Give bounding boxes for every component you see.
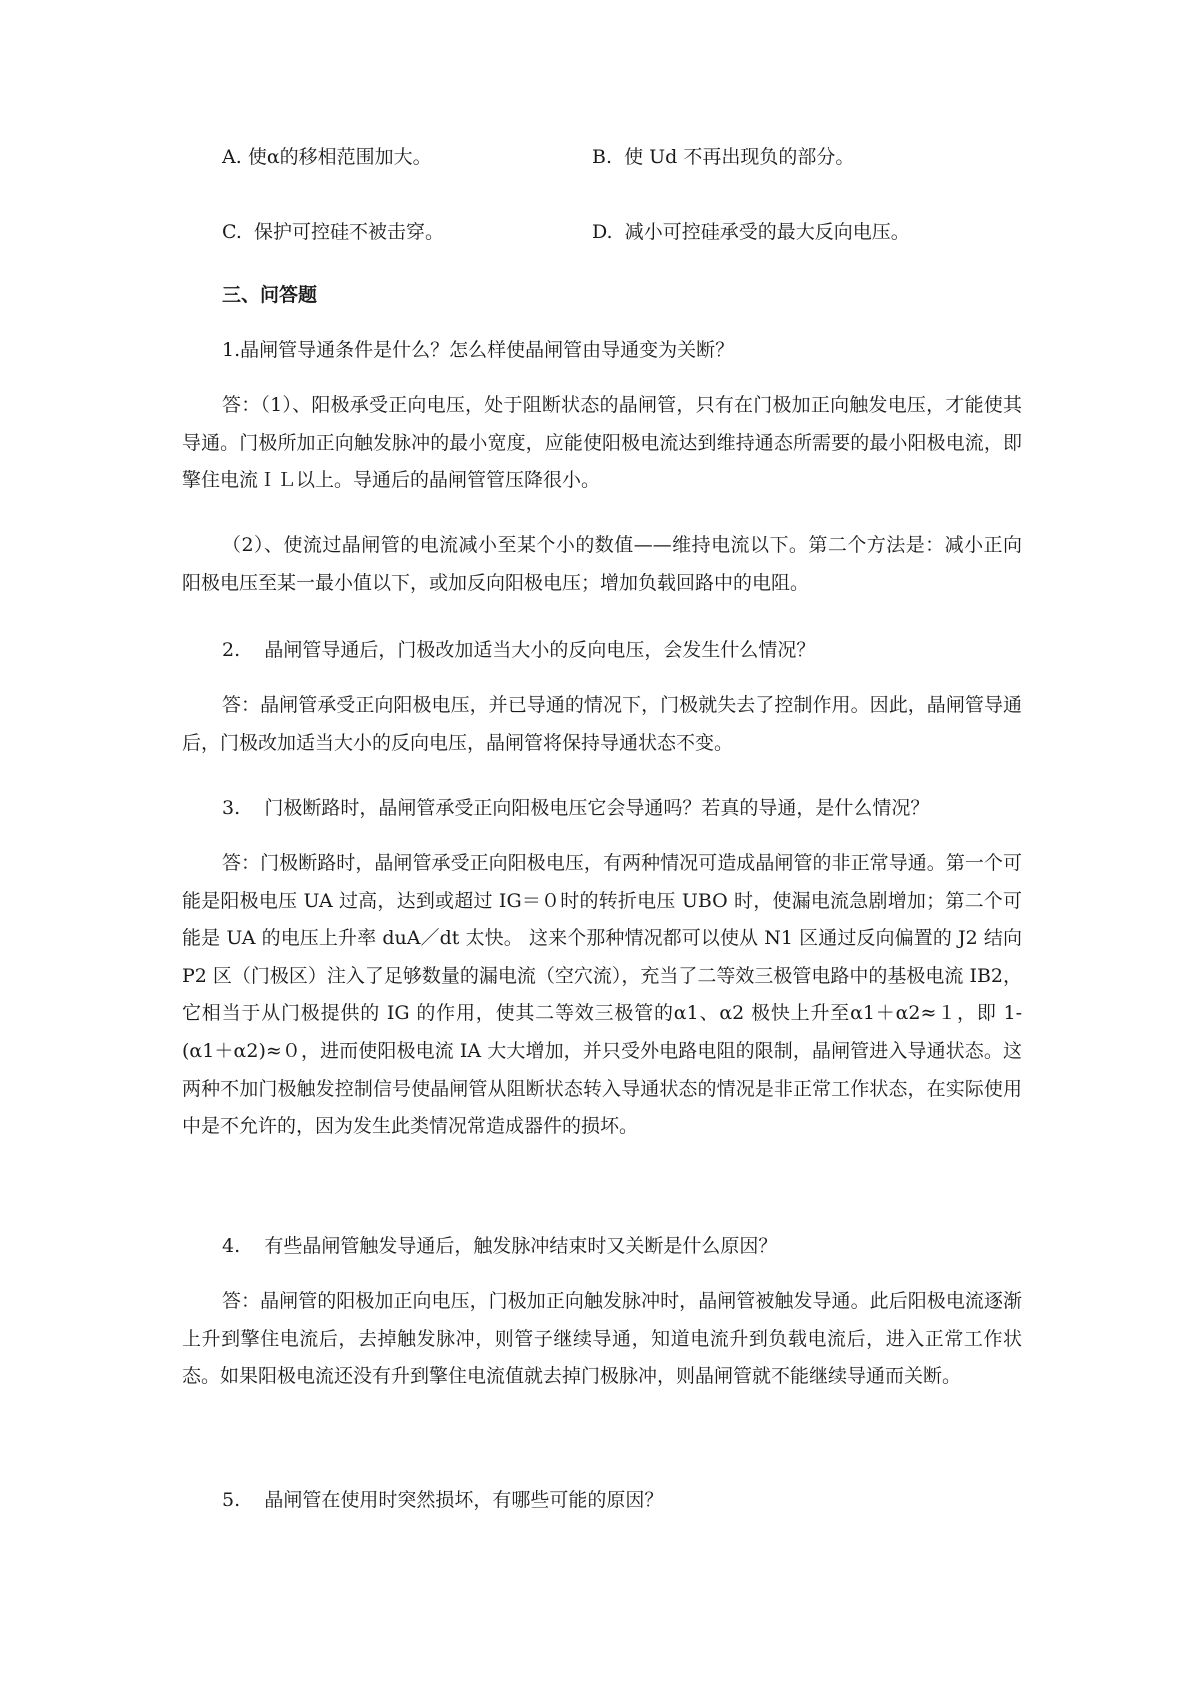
answer-1-part-2: （2）、使流过晶闸管的电流减小至某个小的数值——维持电流以下。第二个方法是：减小正向阳极电压至某一最小值以下，或加反向阳极电压；增加负载回路中的电阻。 bbox=[182, 534, 1022, 594]
option-a bbox=[222, 137, 432, 177]
question-4 bbox=[222, 1226, 777, 1266]
option-row-cd bbox=[0, 212, 1191, 252]
question-2-text: 晶闸管导通后，门极改加适当大小的反向电压，会发生什么情况？ bbox=[264, 639, 816, 661]
question-5 bbox=[222, 1480, 663, 1520]
section-heading: 三、问答题 bbox=[222, 284, 318, 306]
question-2-number: 2. bbox=[222, 639, 241, 661]
question-5-number: 5. bbox=[222, 1489, 241, 1511]
option-c-letter: C. bbox=[222, 221, 242, 243]
question-3-text: 门极断路时，晶闸管承受正向阳极电压它会导通吗？若真的导通，是什么情况？ bbox=[264, 797, 930, 819]
option-c bbox=[222, 212, 444, 252]
option-d-letter: D. bbox=[592, 221, 613, 243]
option-c-text: 保护可控硅不被击穿。 bbox=[254, 221, 445, 243]
question-3 bbox=[222, 788, 929, 828]
option-row-ab bbox=[0, 137, 1191, 177]
question-3-number: 3. bbox=[222, 797, 241, 819]
option-b-text: 使 Ud 不再出现负的部分。 bbox=[624, 146, 855, 168]
question-4-number: 4. bbox=[222, 1235, 241, 1257]
answer-1-part-1: 答：（1）、阳极承受正向电压，处于阻断状态的晶闸管，只有在门极加正向触发电压，才能使其导通。门极所加正向触发脉冲的最小宽度，应能使阳极电流达到维持通态所需要的最小阳极电流，即擎住电流ＩＬ以上。导通后的晶闸管管压降很小。 bbox=[182, 394, 1022, 492]
option-d-text: 减小可控硅承受的最大反向电压。 bbox=[624, 221, 910, 243]
question-2 bbox=[222, 630, 815, 670]
answer-4: 答：晶闸管的阳极加正向电压，门极加正向触发脉冲时，晶闸管被触发导通。此后阳极电流逐渐上升到擎住电流后，去掉触发脉冲，则管子继续导通，知道电流升到负载电流后，进入正常工作状态。如果阳极电流还没有升到擎住电流值就去掉门极脉冲，则晶闸管就不能继续导通而关断。 bbox=[182, 1290, 1022, 1388]
option-b bbox=[592, 137, 854, 177]
answer-2: 答：晶闸管承受正向阳极电压，并已导通的情况下，门极就失去了控制作用。因此，晶闸管导通后，门极改加适当大小的反向电压，晶闸管将保持导通状态不变。 bbox=[182, 694, 1022, 754]
question-4-text: 有些晶闸管触发导通后，触发脉冲结束时又关断是什么原因？ bbox=[264, 1235, 778, 1257]
option-a-text: 使α的移相范围加大。 bbox=[247, 146, 432, 168]
option-b-letter: B. bbox=[592, 146, 613, 168]
question-5-text: 晶闸管在使用时突然损坏，有哪些可能的原因？ bbox=[264, 1489, 664, 1511]
answer-3: 答：门极断路时，晶闸管承受正向阳极电压，有两种情况可造成晶闸管的非正常导通。第一个可能是阳极电压 UA 过高，达到或超过 IG＝０时的转折电压 UBO 时，使漏电流急剧增加；第二个可能是 UA 的电压上升率 duA／dt 太快。 这来个那种情况都可以使从 N1 区通过反向偏置的 J2 结向 P2 区（门极区）注入了足够数量的漏电流（空穴流），充当了二等效三极管电路中的基极电流 IB2，它相当于从门极提供的 IG 的作用，使其二等效三极管的α1、α2 极快上升至α1＋α2≈１，即 1-(α1＋α2)≈０，进而使阳极电流 IA 大大增加，并只受外电路电阻的限制，晶闸管进入导通状态。这两种不加门极触发控制信号使晶闸管从阻断状态转入导通状态的情况是非正常工作状态，在实际使用中是不允许的，因为发生此类情况常造成器件的损坏。 bbox=[182, 852, 1023, 1138]
option-d bbox=[592, 212, 910, 252]
option-a-letter: A. bbox=[222, 146, 242, 168]
question-1: 1.晶闸管导通条件是什么？怎么样使晶闸管由导通变为关断？ bbox=[222, 339, 735, 361]
